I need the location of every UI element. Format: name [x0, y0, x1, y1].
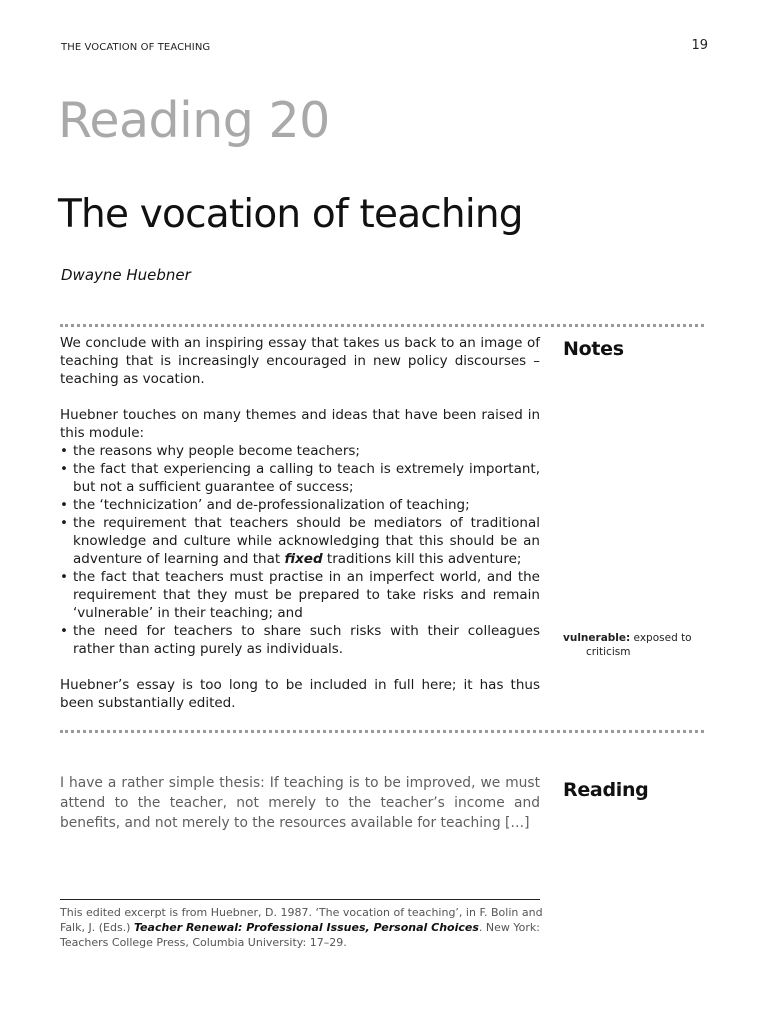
reading-number-heading: Reading 20 [58, 92, 330, 149]
list-item-text [73, 515, 540, 567]
list-item [60, 460, 540, 496]
list-item [60, 622, 540, 658]
running-head: THE VOCATION OF TEACHING [61, 42, 211, 53]
bullet-icon: • [60, 461, 68, 477]
list-item-text-part: the requirement that teachers should be mediators of traditional knowledge and culture while acknowledging that this should be an adventure of learning and that [73, 515, 540, 567]
list-item [60, 442, 540, 460]
author-name: Dwayne Huebner [61, 266, 191, 284]
introduction-block [60, 334, 540, 712]
footnote-divider [60, 899, 540, 900]
bullet-icon: • [60, 515, 68, 531]
list-item [60, 496, 540, 514]
bottom-dotted-divider [60, 730, 704, 733]
glossary-definition: exposed to [630, 632, 692, 644]
intro-paragraph: Huebner touches on many themes and ideas that have been raised in this module: [60, 407, 540, 441]
reading-heading: Reading [563, 779, 649, 801]
emphasis-fixed: fixed [284, 551, 323, 567]
bullet-icon: • [60, 497, 68, 513]
list-item-text: the ‘technicization’ and de-professionalization of teaching; [73, 497, 470, 513]
list-item-text: the reasons why people become teachers; [73, 443, 360, 459]
intro-paragraph: We conclude with an inspiring essay that takes us back to an image of teaching that is increasingly encouraged in new policy discourses – teaching as vocation. [60, 335, 540, 387]
themes-list [60, 442, 540, 658]
bullet-icon: • [60, 569, 68, 585]
list-item-text: the need for teachers to share such risks with their colleagues rather than acting purely as individuals. [73, 623, 540, 657]
bullet-icon: • [60, 623, 68, 639]
footnote-text: This edited excerpt is from Huebner, D. 1987. ‘The vocation of teaching’, in F. Bolin and Falk, J. (Eds.) [60, 906, 543, 934]
intro-paragraph: Huebner’s essay is too long to be included in full here; it has thus been substantially edited. [60, 677, 540, 711]
notes-heading: Notes [563, 338, 624, 360]
glossary-note [563, 631, 713, 659]
list-item-text: the fact that experiencing a calling to teach is extremely important, but not a sufficient guarantee of success; [73, 461, 540, 495]
glossary-definition-continued: criticism [586, 646, 631, 658]
bullet-icon: • [60, 443, 68, 459]
list-item [60, 568, 540, 622]
footnote-book-title: Teacher Renewal: Professional Issues, Personal Choices [133, 921, 479, 934]
page-title: The vocation of teaching [58, 192, 523, 237]
list-item-text-part: traditions kill this adventure; [322, 551, 522, 567]
glossary-term: vulnerable: [563, 632, 631, 644]
reading-excerpt: I have a rather simple thesis: If teaching is to be improved, we must attend to the teacher, not merely to the teacher’s income and benefits, and not merely to the resources available for teaching […] [60, 775, 540, 831]
list-item-text: the fact that teachers must practise in an imperfect world, and the requirement that they must be prepared to take risks and remain ‘vulnerable’ in their teaching; and [73, 569, 540, 621]
top-dotted-divider [60, 324, 704, 327]
footnote-text: . New York: Teachers College Press, Columbia University: 17–29. [60, 921, 540, 949]
list-item [60, 514, 540, 568]
page-number: 19 [691, 38, 708, 53]
source-footnote [60, 905, 544, 950]
